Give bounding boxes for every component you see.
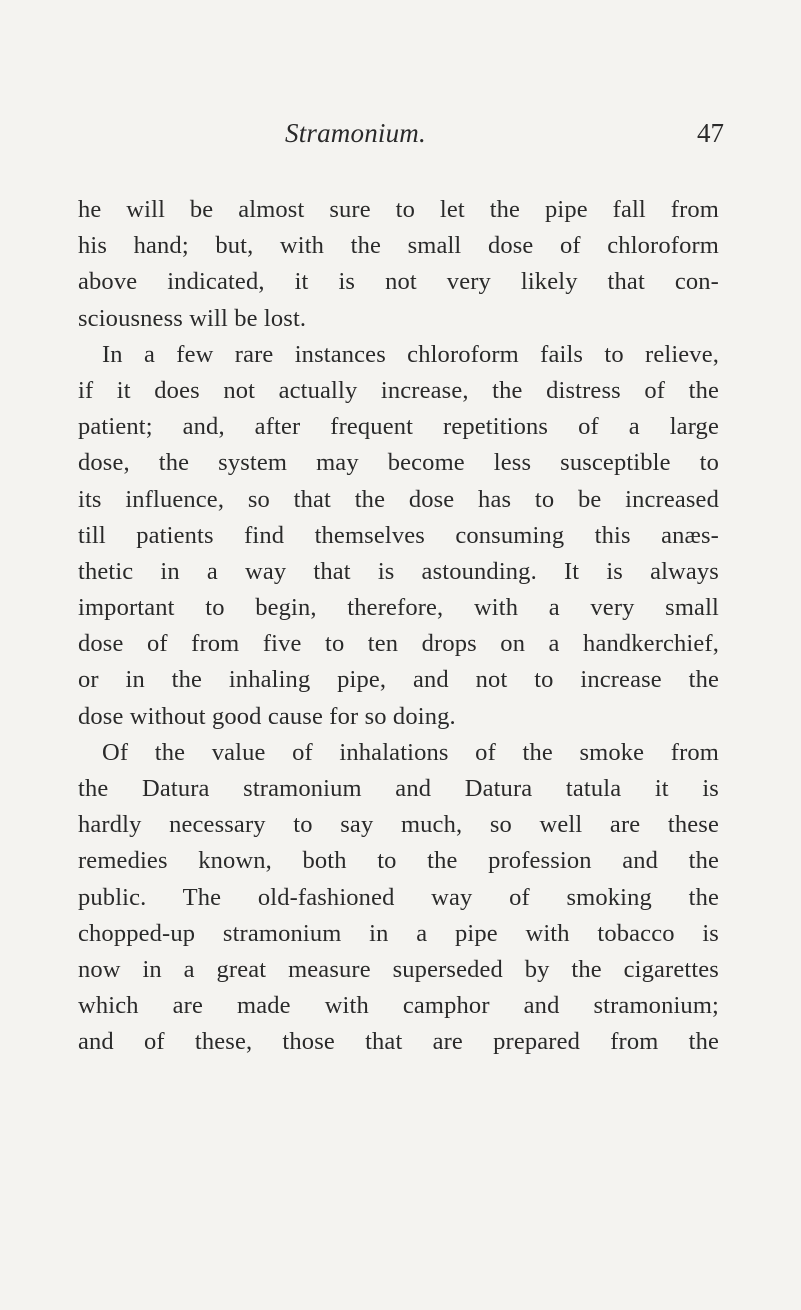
text-line: he will be almost sure to let the pipe fall from	[78, 196, 719, 223]
text-line: and of these, those that are prepared from the	[78, 1028, 719, 1056]
text-line: public. The old-fashioned way of smoking the	[78, 883, 719, 911]
text-line: thetic in a way that is astounding. It is always	[78, 557, 719, 585]
text-line: the Datura stramonium and Datura tatula it is	[78, 775, 719, 802]
text-line: above indicated, it is not very likely that con-	[78, 268, 719, 296]
text-line: chopped-up stramonium in a pipe with tobacco is	[78, 919, 719, 947]
text-line: remedies known, both to the profession and the	[78, 847, 719, 875]
running-head	[0, 118, 801, 158]
text-line: which are made with camphor and stramonium;	[78, 992, 719, 1020]
text-line: dose of from five to ten drops on a handkerchief,	[78, 630, 719, 658]
text-line: till patients find themselves consuming this anæs-	[78, 521, 719, 549]
body-text	[78, 192, 719, 1061]
text-line: sciousness will be lost.	[78, 304, 307, 332]
text-line: its influence, so that the dose has to be increased	[78, 485, 719, 513]
page-number: 47	[697, 118, 724, 148]
running-title: Stramonium.	[285, 118, 426, 148]
text-line: or in the inhaling pipe, and not to increase the	[78, 666, 719, 694]
paragraph-start-line: Of the value of inhalations of the smoke from	[102, 738, 719, 766]
text-line: important to begin, therefore, with a very small	[78, 594, 719, 622]
text-line: if it does not actually increase, the distress of the	[78, 376, 719, 404]
text-line: dose without good cause for so doing.	[78, 702, 456, 730]
text-line: now in a great measure superseded by the cigarettes	[78, 955, 719, 983]
text-line: dose, the system may become less susceptible to	[78, 449, 719, 477]
text-line: hardly necessary to say much, so well are these	[78, 811, 719, 839]
text-line: his hand; but, with the small dose of chloroform	[78, 232, 719, 260]
paragraph-start-line: In a few rare instances chloroform fails to relieve,	[102, 340, 719, 368]
text-line: patient; and, after frequent repetitions of a large	[78, 413, 719, 441]
